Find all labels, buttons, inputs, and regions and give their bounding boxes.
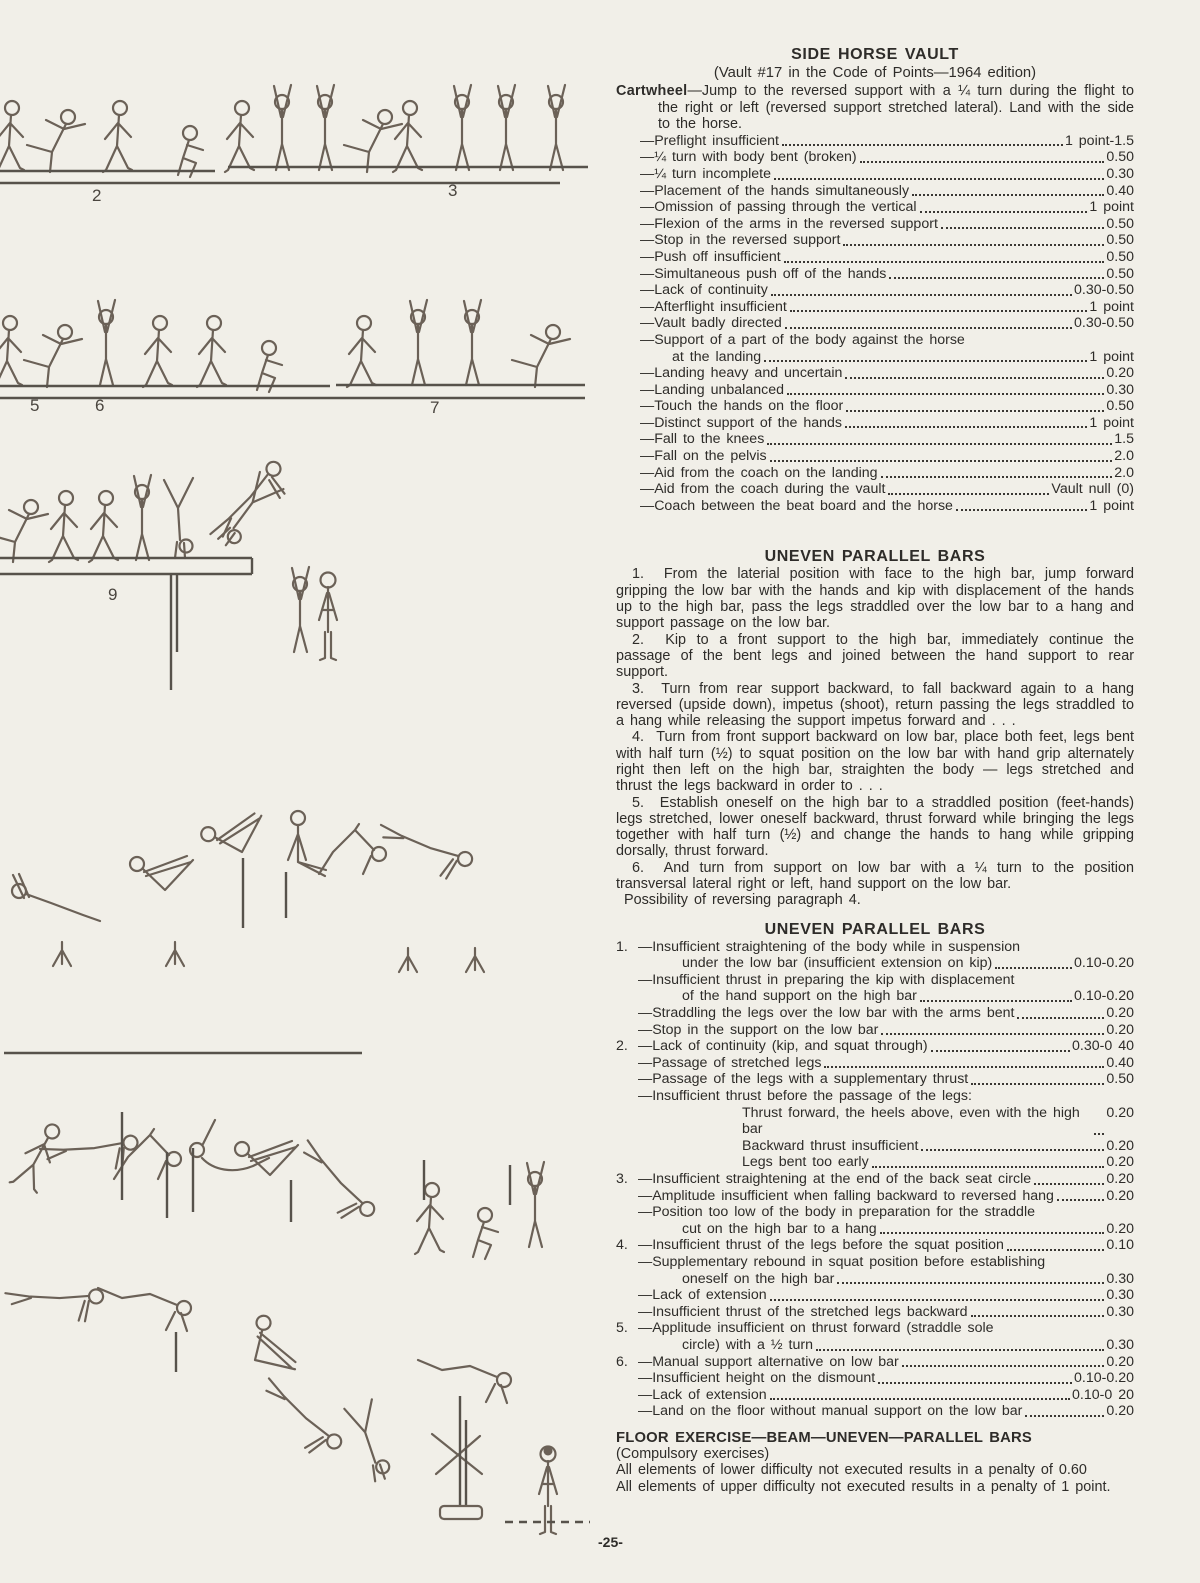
deduction-text: —Insufficient thrust of the legs before the squat position (638, 1237, 1004, 1254)
deduction-text: —Distinct support of the hands (640, 414, 842, 431)
deduction-item (616, 972, 1134, 1005)
dot-leader (1025, 1415, 1104, 1417)
deduction-value: 0.10 (1106, 1237, 1134, 1254)
item-number (616, 1138, 638, 1155)
dot-leader (860, 161, 1105, 163)
deduction-item (616, 939, 1134, 972)
item-number (616, 1005, 638, 1022)
deduction-item (640, 365, 1134, 382)
item-number (616, 1105, 638, 1138)
deduction-item (616, 1370, 1134, 1387)
deduction-text: —Coach between the beat board and the horse (640, 497, 953, 514)
exercise-paragraph: 3. Turn from rear support backward, to fall backward again to a hang reversed (upside down), impetus (shoot), return passing the legs straddled to a hang while releasing the support impetus forward and . . . (616, 680, 1134, 730)
dot-leader (888, 493, 1049, 495)
deduction-item (640, 398, 1134, 415)
deduction-text: —Simultaneous push off of the hands (640, 265, 887, 282)
deduction-item (616, 1354, 1134, 1371)
deduction-text-continued: cut on the high bar to a hang (682, 1220, 877, 1237)
deduction-text-continued: oneself on the high bar (682, 1270, 835, 1287)
sequence-label-6: 6 (95, 396, 106, 415)
deduction-value: 0.10-0.20 (1074, 1370, 1134, 1387)
deduction-item (616, 1005, 1134, 1022)
dot-leader (881, 1033, 1104, 1035)
deduction-item (640, 216, 1134, 233)
deduction-item (616, 1287, 1134, 1304)
upb-exercise-note: Possibility of reversing paragraph 4. (624, 892, 861, 909)
deduction-item (640, 448, 1134, 465)
dot-leader (770, 1398, 1070, 1400)
deduction-text: —Landing heavy and uncertain (640, 365, 843, 382)
deduction-text: —Afterflight insufficient (640, 298, 787, 315)
item-number: 3. (616, 1170, 628, 1187)
deduction-item (616, 1105, 1134, 1138)
deduction-item (640, 299, 1134, 316)
item-number (616, 1022, 638, 1039)
dot-leader (920, 1000, 1072, 1002)
dot-leader (770, 460, 1113, 462)
deduction-item (640, 481, 1134, 498)
deduction-value: 0.20 (1106, 1403, 1134, 1420)
deduction-text: —Applitude insufficient on thrust forward (straddle sole (638, 1320, 994, 1337)
item-number: 4. (616, 1237, 628, 1254)
deduction-text: —Aid from the coach during the vault (640, 481, 886, 498)
figure-strip-bars-dismount-sequence (5, 1273, 590, 1534)
item-number (616, 1304, 638, 1321)
deduction-value: 0.20 (1106, 1154, 1134, 1171)
figure-strip-bars-kip-sequence (12, 811, 484, 972)
item-number: 5. (616, 1320, 628, 1337)
deduction-text: —Support of a part of the body against the horse (640, 331, 965, 348)
dot-leader (764, 360, 1087, 362)
item-number: 6. (616, 1353, 628, 1370)
deduction-item (616, 1154, 1134, 1171)
deduction-item (616, 1088, 1134, 1105)
dot-leader (816, 1349, 1104, 1351)
footer-penalty-line-upper: All elements of upper difficulty not executed results in a penalty of 1 point. (616, 1479, 1111, 1496)
deduction-value: 0.20 (1106, 1021, 1134, 1038)
deduction-value: 2.0 (1114, 448, 1134, 465)
item-number (616, 1254, 638, 1287)
deduction-value: 0.50 (1106, 232, 1134, 249)
dot-leader (872, 1166, 1105, 1168)
dot-leader (784, 261, 1105, 263)
deduction-text: —Insufficient thrust of the stretched legs backward (638, 1303, 968, 1320)
deduction-value: 0.20 (1106, 1187, 1134, 1204)
deduction-text: —Insufficient straightening at the end of the back seat circle (638, 1170, 1032, 1187)
deduction-value: 0.30 (1106, 381, 1134, 398)
deduction-value: 0.40 (1106, 182, 1134, 199)
item-number (616, 1370, 638, 1387)
deduction-text: —Position too low of the body in preparation for the straddle (638, 1204, 1035, 1221)
deduction-text: Backward thrust insufficient (742, 1137, 919, 1154)
deduction-value: 1 point (1089, 199, 1134, 216)
deduction-value: 1 point (1089, 348, 1134, 365)
deduction-text: —Touch the hands on the floor (640, 398, 844, 415)
item-number: 1. (616, 938, 628, 955)
deduction-item (616, 1204, 1134, 1237)
figure-strip-beam-dismount-9 (0, 452, 337, 690)
deduction-value: 1.5 (1114, 431, 1134, 448)
dot-leader (770, 1299, 1105, 1301)
dot-leader (845, 426, 1087, 428)
deduction-item (640, 315, 1134, 332)
deduction-text-continued: circle) with a ½ turn (682, 1336, 813, 1353)
deduction-text: —Straddling the legs over the low bar with the arms bent (638, 1005, 1015, 1022)
deduction-text: Thrust forward, the heels above, even with the high bar (742, 1104, 1080, 1138)
dot-leader (1017, 1017, 1104, 1019)
deduction-text: —Fall on the pelvis (640, 448, 767, 465)
item-number (616, 1071, 638, 1088)
dot-leader (880, 1232, 1105, 1234)
dot-leader (1034, 1183, 1104, 1185)
vault-lead-term: Cartwheel (616, 83, 688, 99)
deduction-item (616, 1254, 1134, 1287)
deduction-value: 0.10-0 20 (1072, 1386, 1134, 1403)
deduction-value: 0.30 (1106, 1270, 1134, 1287)
deduction-text: —Fall to the knees (640, 431, 765, 448)
deduction-item (640, 232, 1134, 249)
deduction-value: 0.40 (1106, 1054, 1134, 1071)
deduction-item (640, 498, 1134, 515)
text-column (616, 46, 1134, 1496)
item-number (616, 1188, 638, 1205)
deduction-value: 1 point (1089, 414, 1134, 431)
deduction-text: —Insufficient straightening of the body while in suspension (638, 938, 1021, 955)
deduction-text: —Lack of extension (638, 1386, 767, 1403)
deduction-item (640, 149, 1134, 166)
dot-leader (971, 1315, 1105, 1317)
deduction-item (616, 1387, 1134, 1404)
deduction-text: —Passage of stretched legs (638, 1054, 822, 1071)
dot-leader (941, 227, 1104, 229)
dot-leader (846, 410, 1104, 412)
deduction-text: —Lack of extension (638, 1287, 767, 1304)
deduction-text: —Stop in the support on the low bar (638, 1021, 879, 1038)
dot-leader (971, 1083, 1104, 1085)
figure-strip-bars-swing-sequence (10, 1112, 544, 1259)
item-number (616, 972, 638, 1005)
deduction-value: 0.20 (1106, 1137, 1134, 1154)
deduction-text: —Manual support alternative on low bar (638, 1353, 899, 1370)
deduction-text-continued: of the hand support on the high bar (682, 988, 917, 1005)
dot-leader (767, 443, 1112, 445)
dot-leader (881, 476, 1113, 478)
deduction-text: —Push off insufficient (640, 248, 781, 265)
deduction-value: 0.30-0.50 (1074, 315, 1134, 332)
deduction-text: —Lack of continuity (kip, and squat through) (638, 1038, 928, 1055)
deduction-text: —¼ turn with body bent (broken) (640, 149, 857, 166)
dot-leader (1057, 1199, 1104, 1201)
dot-leader (1007, 1249, 1104, 1251)
item-number (616, 1387, 638, 1404)
dot-leader (921, 1149, 1104, 1151)
deduction-text: —Preflight insufficient (640, 132, 779, 149)
deduction-text: —Flexion of the arms in the reversed support (640, 215, 938, 232)
deduction-item (616, 1304, 1134, 1321)
deduction-text: —Placement of the hands simultaneously (640, 182, 910, 199)
deduction-item (616, 1171, 1134, 1188)
figure-strip-beam-sequence-2-3 (0, 85, 588, 183)
deduction-item (640, 415, 1134, 432)
exercise-paragraph: 5. Establish oneself on the high bar to a straddled position (feet-hands) legs stretched, lower oneself backward, thrust forward while bringing the legs together with half turn (½) and change the hands to hang while gripping dorsally, thrust forward. (616, 794, 1134, 860)
deduction-text: —Supplementary rebound in squat position before establishing (638, 1253, 1046, 1270)
sequence-label-3: 3 (448, 181, 459, 200)
deduction-value: 0.30 (1106, 1336, 1134, 1353)
deduction-item (640, 183, 1134, 200)
deduction-value: 0.30-0.50 (1074, 282, 1134, 299)
item-number (616, 1403, 638, 1420)
deduction-text-continued: under the low bar (insufficient extension on kip) (682, 955, 993, 972)
deduction-value: 1 point (1089, 298, 1134, 315)
dot-leader (920, 211, 1088, 213)
dot-leader (771, 294, 1072, 296)
deduction-item (616, 1022, 1134, 1039)
sequence-label-5: 5 (30, 396, 41, 415)
exercise-paragraph: 2. Kip to a front support to the high bar, immediately continue the passage of the bent legs and joined between the hand support to rear support. (616, 631, 1134, 681)
deduction-item (616, 1055, 1134, 1072)
deduction-value: 0.50 (1106, 215, 1134, 232)
exercise-paragraph: 1. From the laterial position with face to the high bar, jump forward gripping the low bar with the hands and kip with displacement of the hands up to the high bar, pass the legs straddled over the low bar to a hang and support passage on the low bar. (616, 566, 1134, 632)
deduction-item (640, 332, 1134, 365)
deduction-item (640, 266, 1134, 283)
vault-deduction-list (616, 133, 1134, 515)
deduction-item (616, 1138, 1134, 1155)
dot-leader (902, 1365, 1105, 1367)
deduction-text: —Aid from the coach on the landing (640, 464, 878, 481)
deduction-value: 0.50 (1106, 265, 1134, 282)
deduction-value: 0.10-0.20 (1074, 988, 1134, 1005)
deduction-value: 0.20 (1106, 1220, 1134, 1237)
vault-lead-text: —Jump to the reversed support with a ¼ turn during the flight to the right or left (reversed support stretched lateral). Land with the side to the horse. (658, 83, 1134, 133)
page-number: -25- (598, 1534, 623, 1550)
dot-leader (785, 327, 1072, 329)
item-number (616, 1154, 638, 1171)
deduction-item (640, 465, 1134, 482)
vault-lead-paragraph (616, 83, 1134, 133)
deduction-value: 0.30 (1106, 1287, 1134, 1304)
deduction-text: —Amplitude insufficient when falling backward to reversed hang (638, 1187, 1054, 1204)
sequence-label-7: 7 (430, 398, 441, 417)
item-number (616, 1088, 638, 1105)
deduction-item (616, 1038, 1134, 1055)
deduction-text: —Lack of continuity (640, 282, 768, 299)
exercise-paragraph: 6. And turn from support on low bar with a ¼ turn to the position transversal lateral right or left, hand support on the low bar. (616, 859, 1134, 893)
deduction-value: 0.20 (1106, 1104, 1134, 1121)
dot-leader (782, 144, 1063, 146)
item-number (616, 1287, 638, 1304)
deduction-item (616, 1320, 1134, 1353)
deduction-item (640, 199, 1134, 216)
dot-leader (837, 1282, 1104, 1284)
upb-deduction-list (616, 939, 1134, 1420)
deduction-value: 0.50 (1106, 398, 1134, 415)
deduction-text: —Passage of the legs with a supplementary thrust (638, 1071, 969, 1088)
sequence-label-9: 9 (108, 585, 119, 604)
deduction-item (616, 1071, 1134, 1088)
deduction-value: 1 point (1089, 497, 1134, 514)
deduction-item (616, 1403, 1134, 1420)
deduction-text: —Omission of passing through the vertical (640, 199, 917, 216)
dot-leader (843, 244, 1104, 246)
deduction-item (640, 282, 1134, 299)
deduction-text: —¼ turn incomplete (640, 165, 771, 182)
deduction-text-continued: at the landing (672, 348, 762, 365)
upb-exercise-title: UNEVEN PARALLEL BARS (764, 548, 986, 566)
deduction-text: —Stop in the reversed support (640, 232, 841, 249)
upb-exercise-paragraphs (616, 566, 1134, 892)
deduction-value: Vault null (0) (1051, 481, 1134, 498)
deduction-value: 1 point-1.5 (1064, 132, 1134, 149)
deduction-value: 0.20 (1106, 1170, 1134, 1187)
dot-leader (878, 1382, 1072, 1384)
deduction-value: 0.10-0.20 (1074, 955, 1134, 972)
deduction-text: —Insufficient height on the dismount (638, 1370, 876, 1387)
sequence-label-2: 2 (92, 186, 103, 205)
deduction-text: —Insufficient thrust before the passage of the legs: (638, 1088, 972, 1105)
dot-leader (774, 178, 1104, 180)
dot-leader (790, 310, 1088, 312)
dot-leader (931, 1050, 1070, 1052)
dot-leader (889, 277, 1104, 279)
deduction-item (640, 249, 1134, 266)
deduction-text: Legs bent too early (742, 1154, 869, 1171)
deduction-item (640, 133, 1134, 150)
item-number (616, 1204, 638, 1237)
item-number (616, 1055, 638, 1072)
deduction-text: —Land on the floor without manual support on the low bar (638, 1403, 1023, 1420)
deduction-item (640, 431, 1134, 448)
vault-section-subtitle: (Vault #17 in the Code of Points—1964 edition) (713, 65, 1037, 81)
deduction-value: 0.30 (1106, 1303, 1134, 1320)
exercise-paragraph: 4. Turn from front support backward on low bar, place both feet, legs bent with half turn (½) to squat position on the low bar with hand grip alternately right then left on the high bar, straighten the body — legs stretched and thrust the legs backward in order to . . . (616, 729, 1134, 795)
dot-leader (995, 967, 1072, 969)
deduction-value: 2.0 (1114, 464, 1134, 481)
deduction-value: 0.20 (1106, 365, 1134, 382)
dot-leader (845, 377, 1104, 379)
deduction-value: 0.50 (1106, 248, 1134, 265)
deduction-value: 0.30 (1106, 165, 1134, 182)
dot-leader (824, 1066, 1104, 1068)
deduction-text: —Vault badly directed (640, 315, 782, 332)
footer-penalty-line-lower: All elements of lower difficulty not executed results in a penalty of 0.60 (616, 1462, 1087, 1479)
deduction-value: 0.20 (1106, 1005, 1134, 1022)
deduction-item (616, 1188, 1134, 1205)
deduction-text: —Insufficient thrust in preparing the kip with displacement (638, 971, 1015, 988)
item-number: 2. (616, 1038, 628, 1055)
footer-title: FLOOR EXERCISE—BEAM—UNEVEN—PARALLEL BARS (616, 1429, 1032, 1446)
deduction-value: 0.20 (1106, 1353, 1134, 1370)
dot-leader (956, 509, 1087, 511)
deduction-value: 0.50 (1106, 149, 1134, 166)
deduction-item (640, 166, 1134, 183)
deduction-text: —Landing unbalanced (640, 381, 784, 398)
footer-subtitle: (Compulsory exercises) (616, 1445, 770, 1462)
vault-section-title: SIDE HORSE VAULT (791, 46, 959, 63)
dot-leader (787, 393, 1104, 395)
upb-deductions-title: UNEVEN PARALLEL BARS (764, 920, 986, 938)
deduction-item (640, 382, 1134, 399)
deduction-item (616, 1237, 1134, 1254)
dot-leader (912, 194, 1104, 196)
dot-leader (1094, 1133, 1104, 1135)
deduction-value: 0.30-0 40 (1072, 1038, 1134, 1055)
deduction-value: 0.50 (1106, 1071, 1134, 1088)
figure-strip-beam-sequence-5-6-7 (0, 300, 585, 398)
